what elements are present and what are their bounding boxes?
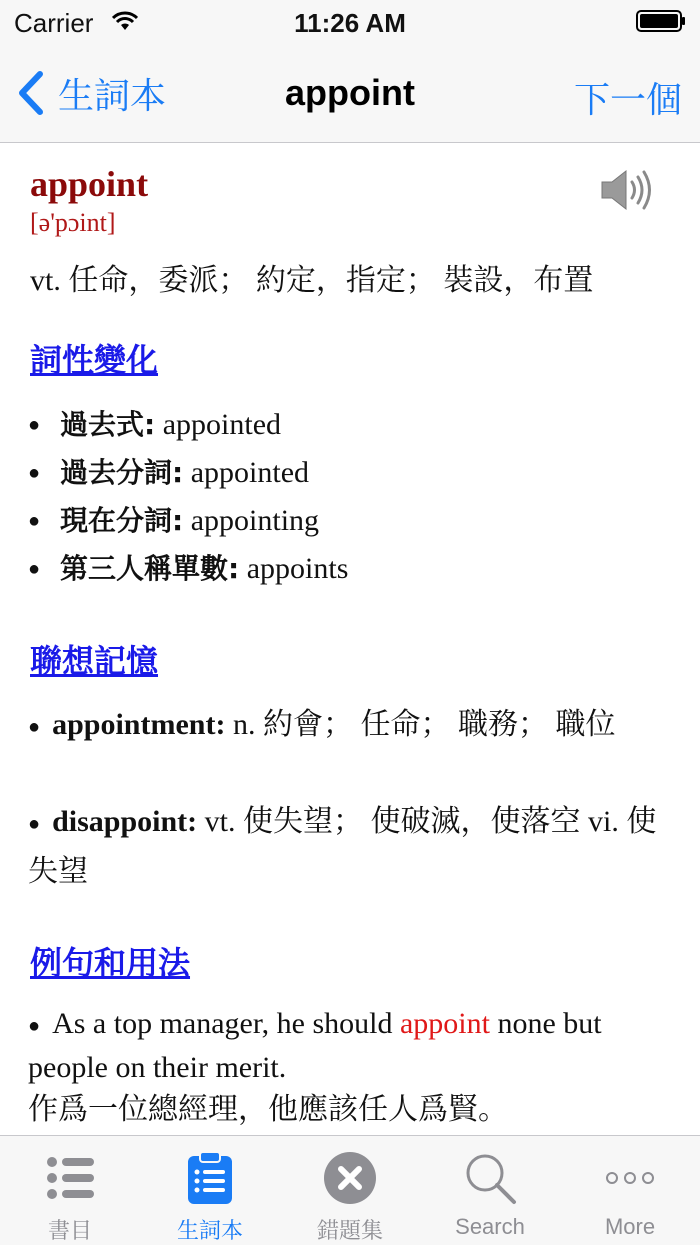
list-item [28, 401, 668, 449]
status-time: 11:26 AM [294, 8, 406, 38]
tab-label: More [604, 1214, 656, 1239]
form-label: 過去分詞: [60, 456, 184, 489]
navigation-bar [0, 42, 700, 143]
tab-label: 書目 [47, 1218, 92, 1243]
form-value: appointed [155, 408, 282, 441]
form-value: appointed [183, 456, 310, 489]
assoc-word: disappoint: [52, 805, 198, 838]
next-button[interactable]: 下一個 [573, 79, 682, 120]
assoc-item: ● appointment: n. 約會； 任命； 職務； 職位 [28, 708, 616, 741]
example-sentence: ● As a top manager, he should appoint none but people on their merit. 作爲一位總經理，他應該任人爲賢。 [28, 1007, 602, 1127]
tab-label: 錯題集 [316, 1218, 383, 1243]
assoc-meaning: vt. 使失望； 使破滅，使落空 vi. 使失望 [28, 805, 657, 889]
clipboard-icon [182, 1150, 238, 1206]
list-item [28, 545, 668, 593]
tab-label: 生詞本 [176, 1218, 243, 1243]
battery-icon [636, 10, 686, 32]
form-value: appointing [183, 504, 320, 537]
example-highlight: appoint [399, 1007, 490, 1040]
tab-catalog[interactable] [0, 1136, 140, 1245]
tab-mistakes[interactable] [280, 1136, 420, 1245]
page-title: appoint [285, 72, 415, 113]
word-forms-list [28, 401, 668, 593]
carrier-label: Carrier [14, 8, 94, 38]
form-label: 第三人稱單數: [60, 552, 240, 585]
entry-word: appoint [30, 164, 149, 204]
section-examples-link[interactable]: 例句和用法 [30, 944, 191, 982]
form-value: appoints [239, 552, 349, 585]
x-circle-icon [322, 1150, 378, 1206]
back-button-label: 生詞本 [58, 74, 167, 116]
search-icon [462, 1150, 518, 1206]
assoc-meaning: n. 約會； 任命； 職務； 職位 [225, 708, 616, 741]
entry-content [0, 143, 700, 1135]
tab-bar [0, 1135, 700, 1245]
list-item [28, 449, 668, 497]
section-forms-link[interactable]: 詞性變化 [30, 341, 159, 379]
assoc-item: ● disappoint: vt. 使失望； 使破滅，使落空 vi. 使失望 [28, 805, 657, 889]
tab-vocabulary[interactable] [140, 1136, 280, 1245]
speaker-icon[interactable] [598, 167, 654, 213]
form-label: 現在分詞: [60, 504, 184, 537]
entry-definition: vt. 任命，委派； 約定，指定； 裝設，布置 [30, 264, 594, 297]
form-label: 過去式: [60, 408, 156, 441]
list-icon [42, 1150, 98, 1206]
status-bar [0, 0, 700, 42]
example-translation: 作爲一位總經理，他應該任人爲賢。 [28, 1093, 508, 1127]
example-after: none but people on their merit. [28, 1007, 602, 1085]
example-before: As a top manager, he should [52, 1007, 400, 1040]
tab-label: Search [455, 1214, 525, 1239]
list-item [28, 497, 668, 545]
section-assoc-link[interactable]: 聯想記憶 [30, 642, 159, 680]
assoc-word: appointment: [52, 708, 226, 741]
more-icon [602, 1150, 658, 1206]
tab-more[interactable] [560, 1136, 700, 1245]
tab-search[interactable] [420, 1136, 560, 1245]
entry-phonetic: [ə'pɔint] [30, 208, 116, 237]
